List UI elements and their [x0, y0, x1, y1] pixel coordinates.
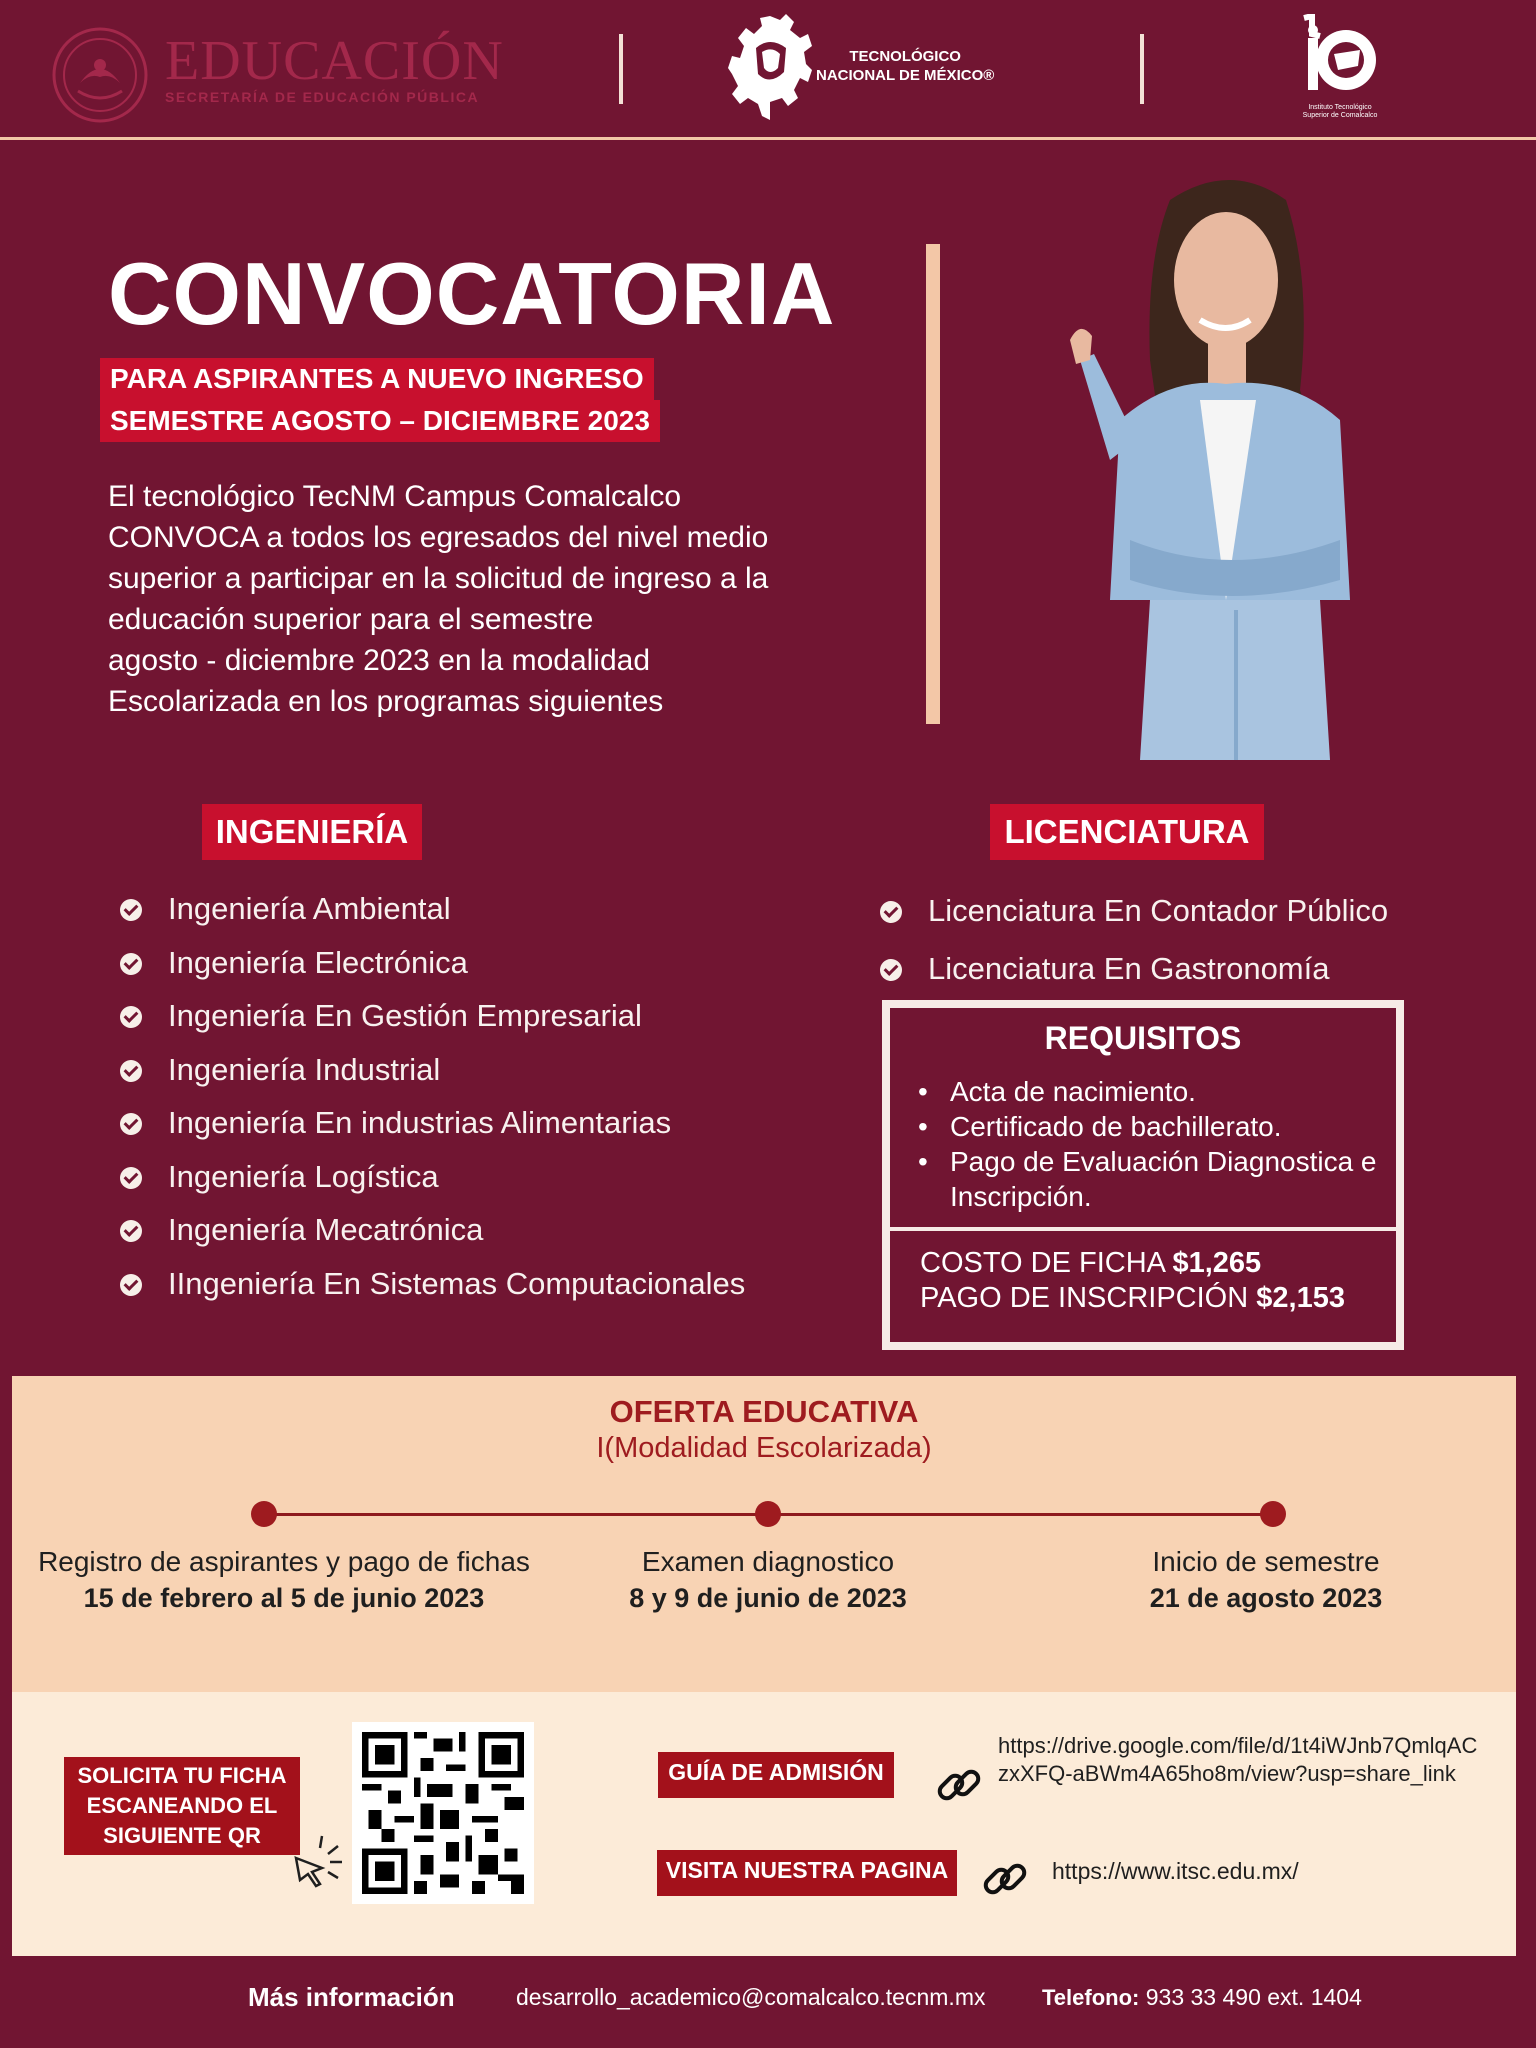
program-label: Ingeniería Ambiental	[168, 891, 451, 926]
timeline-step-label: Examen diagnostico	[641, 1546, 895, 1577]
program-label: Ingeniería Industrial	[168, 1051, 441, 1087]
intro-line: El tecnológico TecNM Campus Comalcalco	[108, 480, 682, 513]
timeline-step	[986, 1544, 1536, 1616]
link-icon[interactable]	[978, 1852, 1032, 1906]
list-item	[120, 882, 745, 936]
oferta-subtitle: I(Modalidad Escolarizada)	[596, 1432, 932, 1464]
timeline-step-label: Inicio de semestre	[1152, 1546, 1380, 1577]
tecnm-line1: TECNOLÓGICO	[849, 48, 961, 65]
check-icon	[120, 1006, 142, 1028]
itsc-caption	[1290, 104, 1390, 119]
intro-line: agosto - diciembre 2023 en la modalidad	[108, 644, 651, 677]
check-icon	[120, 1167, 142, 1189]
header-divider	[619, 34, 623, 104]
timeline-step-date: 8 y 9 de junio de 2023	[629, 1583, 907, 1613]
list-item	[120, 1203, 745, 1257]
program-label: Licenciatura En Gastronomía	[928, 951, 1330, 986]
page-title: CONVOCATORIA	[108, 244, 836, 343]
seal-icon	[50, 25, 150, 125]
check-icon	[120, 1220, 142, 1242]
check-icon	[120, 1274, 142, 1296]
ingenieria-list	[120, 882, 745, 1310]
list-item	[120, 1043, 745, 1097]
timeline-step	[4, 1544, 564, 1616]
requisitos-list	[918, 1074, 1396, 1214]
cost-inscripcion-label: PAGO DE INSCRIPCIÓN	[920, 1282, 1249, 1314]
qr-code-icon	[362, 1732, 524, 1894]
list-item	[120, 989, 745, 1043]
website-url[interactable]: https://www.itsc.edu.mx/	[1052, 1858, 1299, 1884]
program-label: Licenciatura En Contador Público	[928, 893, 1389, 928]
check-icon	[120, 1113, 142, 1135]
guia-admision-label: GUÍA DE ADMISIÓN	[658, 1752, 894, 1798]
oferta-section	[12, 1376, 1516, 1692]
intro-paragraph	[108, 476, 838, 722]
sep-wordmark: EDUCACIÓN	[165, 30, 504, 92]
link-icon[interactable]	[932, 1758, 986, 1812]
licenciatura-heading: LICENCIATURA	[990, 804, 1264, 860]
hero-divider	[926, 244, 940, 724]
qr-call-to-action: SOLICITA TU FICHA ESCANEANDO EL SIGUIENTE QR	[64, 1757, 300, 1855]
intro-line: Escolarizada en los programas siguientes	[108, 685, 664, 718]
timeline-step-date: 15 de febrero al 5 de junio 2023	[83, 1583, 485, 1613]
itsc-logo	[1290, 14, 1390, 124]
timeline-step	[488, 1544, 1048, 1616]
check-icon	[120, 953, 142, 975]
links-section	[12, 1692, 1516, 1956]
requisitos-box	[882, 1000, 1404, 1350]
header	[0, 0, 1536, 140]
ingenieria-heading: INGENIERÍA	[202, 804, 422, 860]
contact-phone	[1042, 1984, 1362, 2011]
cost-ficha-label: COSTO DE FICHA	[920, 1247, 1165, 1279]
header-divider	[1140, 34, 1144, 104]
program-label: IIngeniería En Sistemas Computacionales	[168, 1265, 746, 1301]
program-label: Ingeniería Electrónica	[168, 944, 468, 980]
visita-pagina-label: VISITA NUESTRA PAGINA	[657, 1850, 957, 1896]
list-item	[880, 940, 1388, 998]
check-icon	[880, 901, 902, 923]
program-label: Ingeniería Mecatrónica	[168, 1212, 484, 1247]
oferta-title: OFERTA EDUCATIVA	[609, 1394, 919, 1429]
requisito-item: • Acta de nacimiento.	[918, 1074, 1396, 1109]
list-item	[120, 936, 745, 990]
list-item	[120, 1257, 745, 1311]
intro-line: educación superior para el semestre	[108, 603, 594, 636]
check-icon	[880, 959, 902, 981]
check-icon	[120, 899, 142, 921]
itsc-logo-icon	[1290, 14, 1390, 104]
cost-inscripcion-value: $2,153	[1256, 1282, 1345, 1314]
qr-code[interactable]	[352, 1722, 534, 1904]
check-icon	[120, 1060, 142, 1082]
timeline-step-label: Registro de aspirantes y pago de fichas	[38, 1546, 530, 1577]
student-photo	[1050, 160, 1410, 760]
requisitos-title: REQUISITOS	[1044, 1020, 1242, 1056]
list-item	[120, 1096, 745, 1150]
subtitle-line-1: PARA ASPIRANTES A NUEVO INGRESO	[100, 358, 654, 400]
list-item	[880, 882, 1388, 940]
requisitos-divider	[890, 1227, 1396, 1231]
intro-line: superior a participar en la solicitud de ingreso a la	[108, 562, 769, 595]
guia-admision-url[interactable]: https://drive.google.com/file/d/1t4iWJnb7QmlqACzxXFQ-aBWm4A65ho8m/view?usp=share_link	[998, 1733, 1478, 1786]
subtitle-line-2: SEMESTRE AGOSTO – DICIEMBRE 2023	[100, 400, 660, 442]
requisito-item: • Pago de Evaluación Diagnostica e Inscripción.	[918, 1144, 1396, 1214]
cost-ficha	[920, 1246, 1345, 1281]
program-label: Ingeniería En Gestión Empresarial	[168, 998, 642, 1033]
timeline-dot	[1260, 1501, 1286, 1527]
intro-line: CONVOCA a todos los egresados del nivel medio	[108, 521, 769, 554]
footer	[0, 1962, 1536, 2048]
program-label: Ingeniería En industrias Alimentarias	[168, 1105, 672, 1140]
timeline-dot	[251, 1501, 277, 1527]
timeline-step-date: 21 de agosto 2023	[1149, 1583, 1383, 1613]
gear-icon	[728, 12, 812, 124]
licenciatura-list	[880, 882, 1388, 998]
phone-value: 933 33 490 ext. 1404	[1145, 1984, 1362, 2010]
timeline-dot	[755, 1501, 781, 1527]
tecnm-line2: NACIONAL DE MÉXICO®	[816, 66, 995, 84]
program-label: Ingeniería Logística	[168, 1158, 439, 1194]
tecnm-text	[816, 48, 994, 86]
costs	[920, 1246, 1345, 1316]
sep-logo	[50, 25, 530, 125]
itsc-caption-2: Superior de Comalcalco	[1302, 111, 1378, 119]
sep-subtitle: SECRETARÍA DE EDUCACIÓN PÚBLICA	[165, 89, 480, 105]
contact-email[interactable]: desarrollo_academico@comalcalco.tecnm.mx	[516, 1984, 986, 2010]
phone-label: Telefono:	[1042, 1985, 1140, 2010]
itsc-caption-1: Instituto Tecnológico	[1308, 104, 1372, 111]
requisito-item: • Certificado de bachillerato.	[918, 1109, 1396, 1144]
list-item	[120, 1150, 745, 1204]
mas-informacion: Más información	[248, 1982, 455, 2012]
cost-ficha-value: $1,265	[1172, 1247, 1262, 1279]
cursor-click-icon	[282, 1832, 352, 1888]
cost-inscripcion	[920, 1281, 1345, 1316]
tecnm-logo	[728, 10, 1008, 130]
